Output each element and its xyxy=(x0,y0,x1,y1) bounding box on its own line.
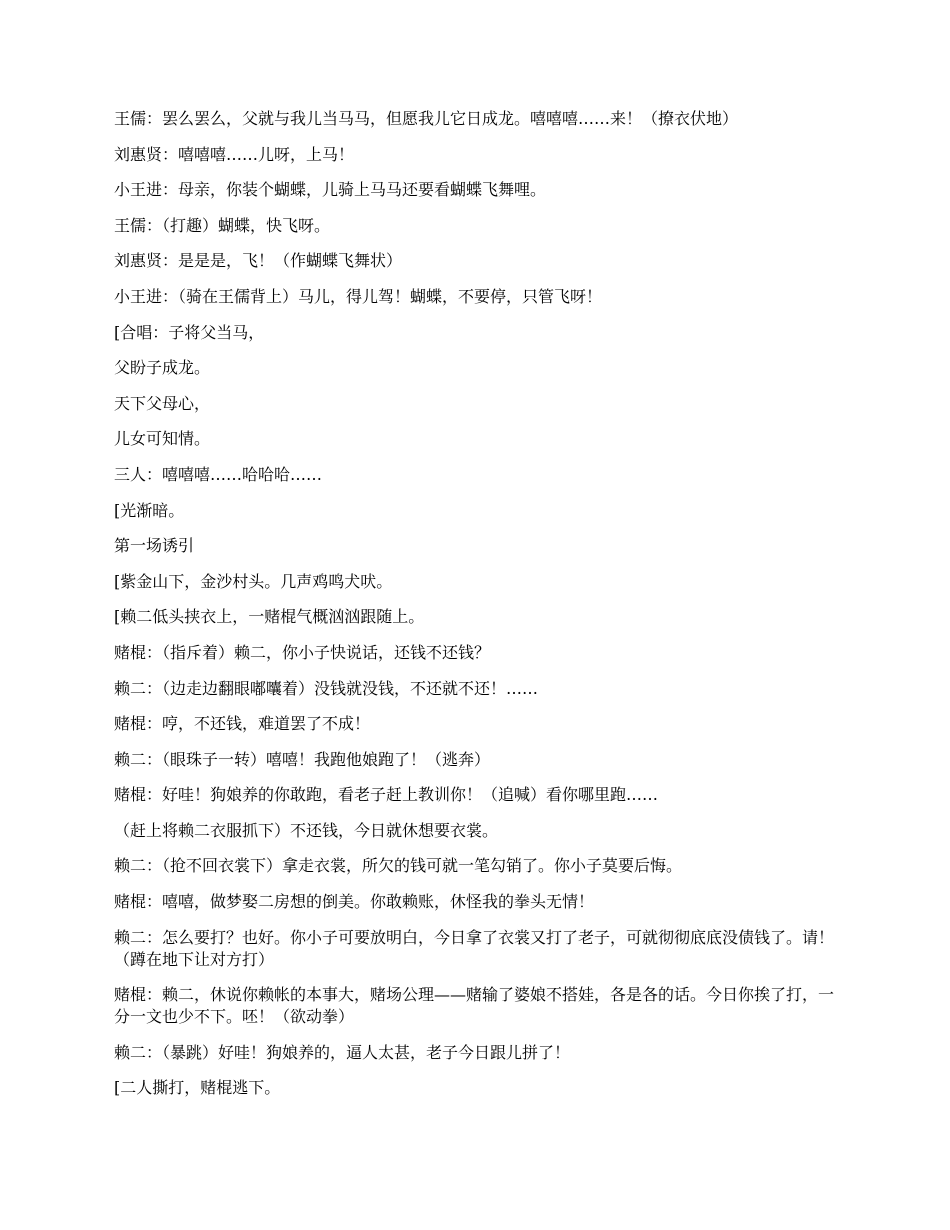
dialogue-line: 王儒：罢么罢么，父就与我儿当马马，但愿我儿它日成龙。嘻嘻嘻……来！（撩衣伏地） xyxy=(114,109,739,128)
dialogue-line: 小王进：（骑在王儒背上）马儿，得儿驾！蝴蝶，不要停，只管飞呀！ xyxy=(114,286,603,306)
scene-title: 第一场诱引 xyxy=(114,536,195,556)
dialogue-line: 赖二：（边走边翻眼嘟囔着）没钱就没钱，不还就不还！…… xyxy=(114,678,539,698)
chorus-line: [合唱：子将父当马， xyxy=(114,322,265,342)
dialogue-line: 赌棍：嘻嘻，做梦娶二房想的倒美。你敢赖账，休怪我的拳头无情！ xyxy=(114,892,595,912)
stage-direction: [紫金山下，金沙村头。几声鸡鸣犬吠。 xyxy=(114,571,393,591)
chorus-line: 父盼子成龙。 xyxy=(114,358,211,378)
dialogue-line: 赖二：（暴跳）好哇！狗娘养的，逼人太甚，老子今日跟儿拼了！ xyxy=(114,1042,571,1062)
stage-direction: [光渐暗。 xyxy=(114,500,185,520)
document-body xyxy=(114,108,844,1113)
dialogue-line: 赖二：（抢不回衣裳下）拿走衣裳，所欠的钱可就一笔勾销了。你小子莫要后悔。 xyxy=(114,856,683,876)
dialogue-line: 赌棍：好哇！狗娘养的你敢跑，看老子赶上教训你！（追喊）看你哪里跑…… xyxy=(114,785,659,805)
chorus-line: 儿女可知情。 xyxy=(114,429,211,449)
dialogue-line: 赌棍：（指斥着）赖二，你小子快说话，还钱不还钱？ xyxy=(114,642,491,662)
dialogue-line: 小王进：母亲，你装个蝴蝶，儿骑上马马还要看蝴蝶飞舞哩。 xyxy=(114,180,547,200)
dialogue-line: 王儒：（打趣）蝴蝶，快飞呀。 xyxy=(114,215,331,235)
dialogue-line: 刘惠贤：嘻嘻嘻……儿呀，上马！ xyxy=(114,144,355,164)
chorus-line: 天下父母心， xyxy=(114,393,211,413)
stage-direction: [赖二低头挟衣上，一赌棍气概汹汹跟随上。 xyxy=(114,607,425,627)
stage-direction: [二人撕打，赌棍逃下。 xyxy=(114,1078,281,1098)
dialogue-line: 赌棍：赖二，休说你赖帐的本事大，赌场公理——赌输了婆娘不搭娃，各是各的话。今日你挨了打，一分一文也少不下。呸！（欲动拳） xyxy=(114,985,835,1027)
dialogue-line: 三人：嘻嘻嘻……哈哈哈…… xyxy=(114,464,323,484)
dialogue-line: 刘惠贤：是是是，飞！（作蝴蝶飞舞状） xyxy=(114,251,403,271)
dialogue-line: 赖二：怎么要打？也好。你小子可要放明白，今日拿了衣裳又打了老子，可就彻彻底底没债钱了。请！（蹲在地下让对方打） xyxy=(114,927,835,969)
dialogue-line: 赌棍：哼，不还钱，难道罢了不成！ xyxy=(114,714,371,734)
dialogue-line: （赶上将赖二衣服抓下）不还钱，今日就休想要衣裳。 xyxy=(114,820,499,840)
dialogue-line: 赖二：（眼珠子一转）嘻嘻！我跑他娘跑了！（逃奔） xyxy=(114,749,491,769)
